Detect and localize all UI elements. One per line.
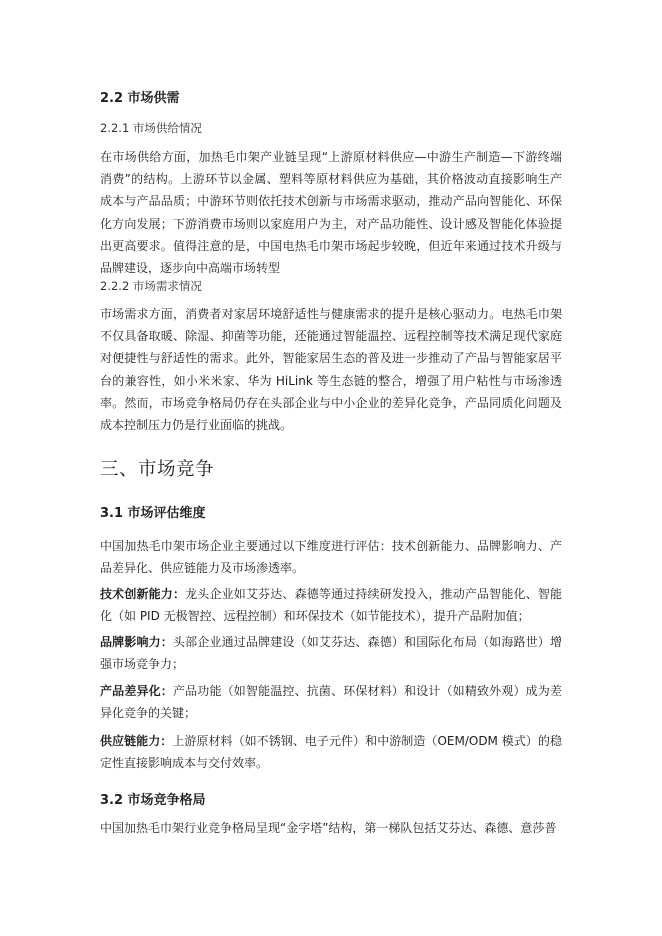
paragraph-demand: 市场需求方面，消费者对家居环境舒适性与健康需求的提升是核心驱动力。电热毛巾架不仅具备取暖、除湿、抑菌等功能，还能通过智能温控、远程控制等技术满足现代家庭对便捷性与舒适性的需求。此外，智能家居生态的普及进一步推动了产品与智能家居平台的兼容性，如小米米家、华为 HiLink 等生态链的整合，增强了用户粘性与市场渗透率。然而，市场竞争格局仍存在头部企业与中小企业的差异化竞争，产品同质化问题及成本控制压力仍是行业面临的挑战。 [100,307,562,433]
item-text: 头部企业通过品牌建设（如艾芬达、森德）和国际化布局（如海路世）增强市场竞争力； [100,635,562,672]
list-item-supply-chain [100,730,562,774]
section-heading-2-2: 2.2 市场供需 [100,91,180,106]
item-text: 上游原材料（如不锈钢、电子元件）和中游制造（OEM/ODM 模式）的稳定性直接影响成本与交付效率。 [100,734,562,771]
item-label: 供应链能力： [100,734,173,748]
list-item-tech-innovation [100,583,562,627]
item-label: 产品差异化： [100,684,173,698]
item-text: 产品功能（如智能温控、抗菌、环保材料）和设计（如精致外观）成为差异化竞争的关键； [100,684,562,721]
paragraph-supply: 在市场供给方面，加热毛巾架产业链呈现“上游原材料供应—中游生产制造—下游终端消费”的结构。上游环节以金属、塑料等原材料供应为基础，其价格波动直接影响生产成本与产品品质；中游环节则依托技术创新与市场需求驱动，推动产品向智能化、环保化方向发展；下游消费市场则以家庭用户为主，对产品功能性、设计感及智能化体验提出更高要求。值得注意的是，中国电热毛巾架市场起步较晚，但近年来通过技术升级与品牌建设，逐步向中高端市场转型 [100,150,562,276]
item-label: 品牌影响力： [100,635,173,649]
item-label: 技术创新能力： [100,587,186,601]
paragraph-evaluation-intro: 中国加热毛巾架市场企业主要通过以下维度进行评估：技术创新能力、品牌影响力、产品差异化、供应链能力及市场渗透率。 [100,539,562,576]
list-item-product-differentiation [100,680,562,724]
chapter-heading-3: 三、市场竞争 [100,459,215,480]
section-heading-3-2: 3.2 市场竞争格局 [100,793,206,808]
paragraph-competition-landscape: 中国加热毛巾架行业竞争格局呈现“金字塔”结构，第一梯队包括艾芬达、森德、意莎普 [100,821,557,835]
item-text: 龙头企业如艾芬达、森德等通过持续研发投入，推动产品智能化、智能化（如 PID 无极智控、远程控制）和环保技术（如节能技术），提升产品附加值； [100,587,562,624]
list-item-brand-influence [100,631,562,675]
subsection-heading-2-2-1: 2.2.1 市场供给情况 [100,121,202,135]
section-heading-3-1: 3.1 市场评估维度 [100,506,206,521]
subsection-heading-2-2-2: 2.2.2 市场需求情况 [100,279,202,293]
